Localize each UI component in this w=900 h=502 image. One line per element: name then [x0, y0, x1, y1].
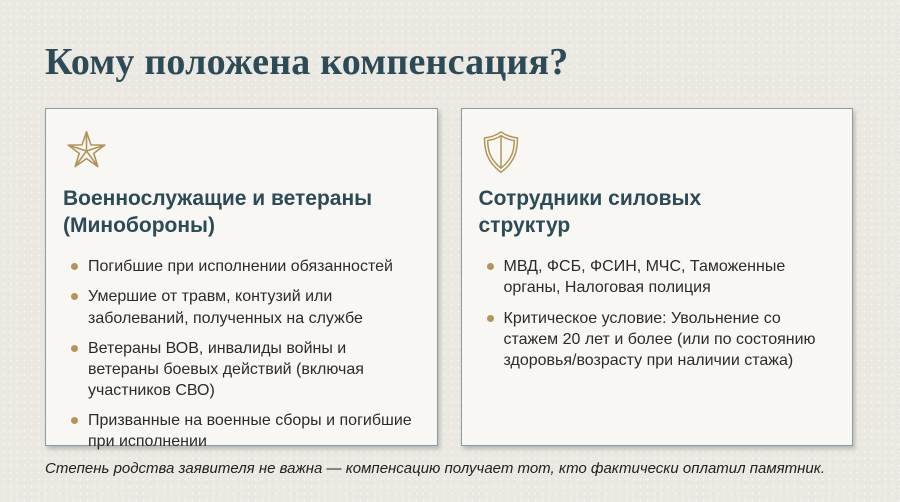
bullet-dot-icon [487, 263, 494, 270]
bullet-item [71, 286, 417, 328]
bullet-item [487, 256, 833, 298]
bullet-text: МВД, ФСБ, ФСИН, МЧС, Таможенные органы, Налоговая полиция [503, 258, 786, 297]
bullet-dot-icon [487, 315, 494, 322]
page-title: Кому положена компенсация? [45, 41, 569, 83]
bullet-dot-icon [71, 345, 78, 352]
footer-note: Степень родства заявителя не важна — компенсацию получает тот, кто фактически оплатил памятник. [45, 460, 825, 477]
bullet-item [71, 338, 417, 401]
bullet-text: Призванные на военные сборы и погибшие при исполнении [88, 411, 412, 451]
bullet-text: Критическое условие: Увольнение со стажем 20 лет и более (или по состоянию здоровья/возрасту при наличии стажа) [503, 309, 816, 369]
card-title-security: Сотрудники силовых структур [478, 187, 702, 237]
bullet-text: Умершие от травм, контузий или заболеваний, полученных на службе [88, 288, 363, 327]
card-title-military: Военнослужащие и ветераны (Минобороны) [63, 187, 373, 237]
star-icon [63, 128, 110, 176]
bullet-dot-icon [71, 417, 78, 424]
bullet-dot-icon [71, 263, 78, 270]
cards-row [45, 108, 853, 451]
bullet-list-military [63, 256, 417, 452]
bullet-item [71, 256, 417, 277]
bullet-item [71, 410, 417, 452]
bullet-item [487, 308, 833, 371]
bullet-text: Ветераны ВОВ, инвалиды войны и ветераны боевых действий (включая участников СВО) [88, 339, 364, 399]
card-security [461, 108, 854, 446]
bullet-text: Погибшие при исполнении обязанностей [88, 258, 393, 276]
shield-icon [479, 128, 526, 176]
bullet-list-security [479, 256, 833, 371]
bullet-dot-icon [71, 293, 78, 300]
card-military [45, 108, 438, 451]
